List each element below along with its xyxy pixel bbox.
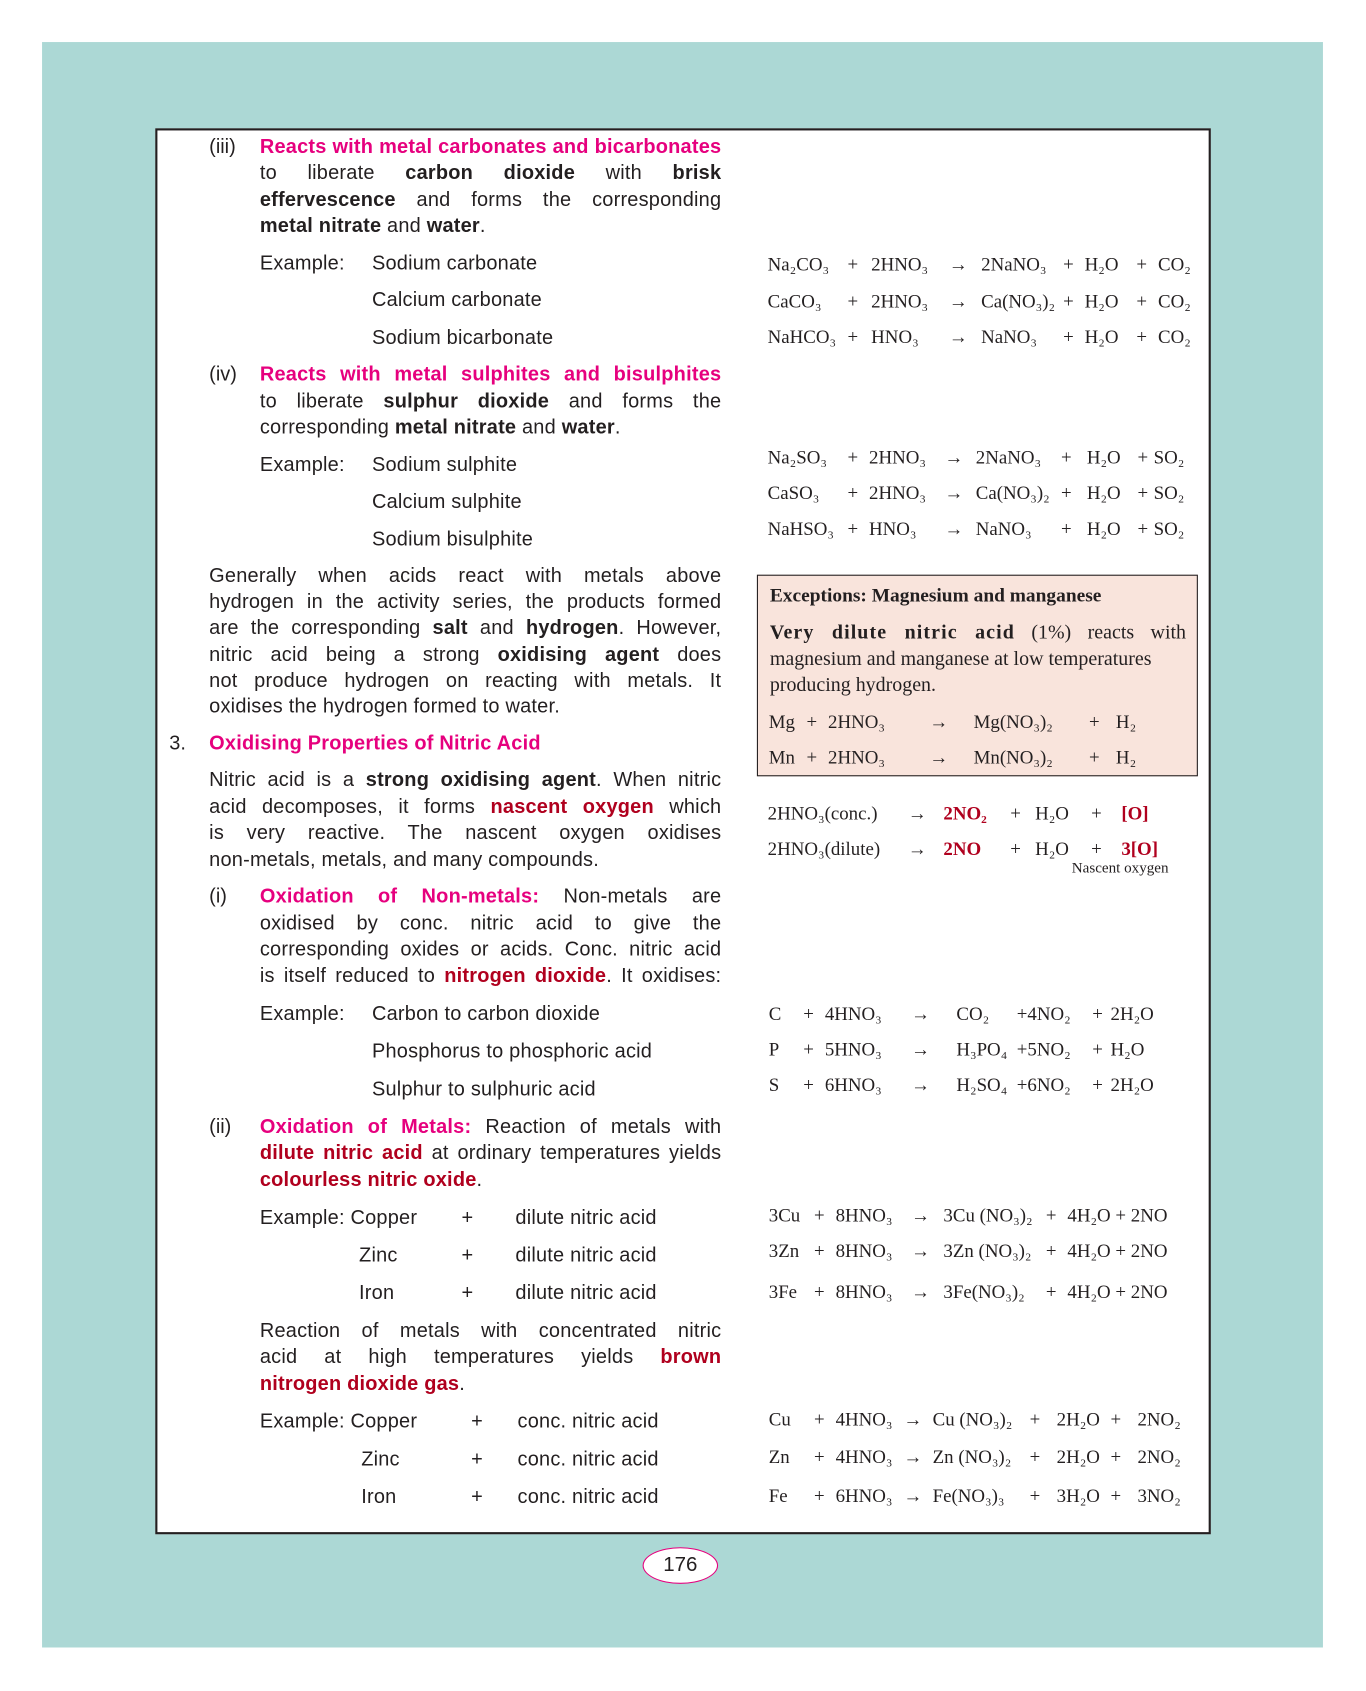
list-marker: 3. (169, 731, 186, 754)
text-line (209, 590, 721, 614)
equation-term: NaNO₃ (981, 325, 1038, 348)
text-line (209, 768, 721, 792)
text-segment: . It oxidises: (606, 963, 722, 987)
plus-sign: + (1136, 325, 1148, 348)
arrow-icon: → (944, 481, 964, 504)
text-segment: . When nitric (596, 767, 722, 791)
equation-term: 8HNO₃ (835, 1204, 893, 1226)
text-segment: oxidises the hydrogen formed to water. (209, 694, 560, 718)
exceptions-line-2: magnesium and manganese at low temperatures (769, 649, 1152, 671)
plus-sign: + (1063, 253, 1074, 275)
plus-sign: + (1088, 746, 1100, 768)
example-cell: Example: Copper (259, 1409, 418, 1432)
section-heading (209, 731, 541, 755)
equation-term: CO₂ (1157, 253, 1191, 275)
equation-term: 2NO₂ (1137, 1408, 1181, 1430)
equation-term: HNO₃ (871, 325, 919, 348)
equation-term: +4NO₂ (1016, 1002, 1071, 1025)
text-segment: nascent oxygen (490, 794, 654, 818)
plus-sign: + (814, 1445, 825, 1468)
text-segment: Reaction of metals with concentrated nitric (259, 1318, 722, 1342)
equation-term: S (768, 1073, 780, 1096)
example-cell: Calcium sulphite (371, 489, 522, 513)
plus-sign: + (1029, 1408, 1041, 1430)
plus-sign: + (803, 1038, 814, 1060)
text-segment: corresponding oxides or acids. Conc. nitric acid (259, 936, 722, 960)
plus-sign: + (1137, 517, 1149, 540)
equation-term: 3H₂O (1056, 1484, 1100, 1507)
arrow-icon: → (907, 802, 927, 824)
text-segment: Oxidation of Metals: (259, 1114, 472, 1138)
text-segment: hydrogen (525, 615, 619, 639)
equation-term: 2HNO₃ (869, 481, 926, 504)
text-segment: . However, (618, 615, 722, 639)
equation-term: Mg(NO₃)₂ (973, 710, 1053, 733)
plus-sign: + (1063, 290, 1074, 312)
text-segment: sulphur dioxide (383, 389, 550, 412)
text-segment: salt (432, 615, 468, 639)
equation-term: 5HNO₃ (824, 1038, 882, 1060)
text-segment: oxidised by conc. nitric acid to give the (259, 911, 722, 934)
text-segment: Oxidation of Non-metals: (259, 884, 540, 907)
equation-term: CO₂ (1157, 290, 1191, 312)
plus-sign: + (1091, 837, 1102, 860)
text-segment: water (561, 415, 615, 438)
equation-term: 3Fe(NO₃)₂ (943, 1280, 1025, 1303)
equation-term: C (768, 1002, 782, 1025)
text-segment: with (575, 160, 673, 184)
example-cell: Iron (359, 1280, 395, 1304)
equation-term: Na₂CO₃ (767, 253, 830, 275)
equation-term: HNO₃ (869, 517, 917, 540)
example-cell: Zinc (359, 1243, 398, 1266)
text-segment: Reacts with metal sulphites and bisulphites (259, 362, 722, 385)
list-marker: (i) (209, 884, 227, 907)
text-line (260, 1168, 482, 1192)
arrow-icon: → (903, 1445, 923, 1468)
arrow-icon: → (911, 1239, 930, 1262)
arrow-icon: → (948, 325, 968, 348)
text-segment: Generally when acids react with metals above (209, 563, 722, 587)
equation-term: 4HNO₃ (824, 1002, 882, 1025)
plus-sign: + (1092, 1038, 1103, 1060)
equation-term: 2H₂O (1110, 1073, 1154, 1096)
example-cell: Sodium carbonate (371, 251, 538, 274)
text-segment: Reaction of metals with (471, 1114, 722, 1138)
equation-term: Fe (768, 1484, 788, 1507)
equation-term: H₂O (1084, 253, 1119, 275)
plus-sign: + (1010, 837, 1021, 860)
text-line (260, 1345, 721, 1369)
plus-sign: + (1045, 1204, 1057, 1226)
text-segment: to liberate (259, 389, 384, 412)
arrow-icon: → (911, 1002, 930, 1025)
equation-term: 2HNO₃ (869, 446, 926, 468)
text-segment: corresponding (259, 415, 395, 438)
equation-term: [O] (1121, 802, 1149, 824)
example-cell: conc. nitric acid (517, 1446, 659, 1470)
equation-term: 4H₂O + 2NO (1067, 1280, 1168, 1303)
equation-term: 3[O] (1121, 837, 1159, 860)
text-line (260, 1141, 721, 1165)
example-cell: + (471, 1409, 484, 1432)
equation-term: NaHSO₃ (767, 517, 835, 540)
example-cell: + (471, 1446, 484, 1470)
equation-term: 2HNO₃ (871, 290, 929, 312)
equation-term: CO₂ (1157, 325, 1191, 348)
equation-term: Zn (768, 1445, 790, 1468)
text-line (260, 964, 721, 988)
example-cell: dilute nitric acid (515, 1280, 657, 1304)
equation-term: 2NO₂ (1137, 1445, 1181, 1468)
plus-sign: + (1060, 517, 1072, 540)
equation-term: Mn (768, 746, 795, 768)
text-line (209, 643, 721, 667)
plus-sign: + (814, 1408, 825, 1430)
example-cell: Sodium sulphite (371, 452, 518, 476)
plus-sign: + (847, 253, 859, 275)
text-segment: not produce hydrogen on reacting with metals. It (209, 668, 722, 692)
equation-term: H₂O (1086, 481, 1121, 504)
plus-sign: + (1063, 325, 1074, 348)
equation-term: 8HNO₃ (835, 1239, 893, 1262)
equation-term: H₂O (1084, 325, 1119, 348)
example-cell: dilute nitric acid (515, 1243, 657, 1266)
equation-term: 4H₂O + 2NO (1067, 1239, 1168, 1262)
text-line (260, 161, 721, 185)
example-cell: dilute nitric acid (515, 1205, 657, 1229)
text-line (209, 795, 721, 819)
text-line (260, 1371, 465, 1395)
example-cell: Example: (259, 251, 345, 274)
exceptions-line-1 (770, 620, 1186, 646)
equation-term: H₂O (1084, 290, 1119, 312)
text-segment: acid decomposes, it forms (209, 794, 491, 818)
text-segment: metal nitrate (259, 213, 382, 237)
equation-term: 2HNO₃ (871, 253, 929, 275)
text-segment: and (516, 415, 562, 438)
text-segment: to liberate (259, 160, 406, 184)
example-cell: Example: (259, 1001, 345, 1025)
plus-sign: + (1110, 1408, 1122, 1430)
plus-sign: + (1045, 1280, 1057, 1303)
text-segment: and (381, 213, 427, 237)
equation-term: H₂O (1110, 1038, 1145, 1060)
arrow-icon: → (907, 837, 927, 860)
text-segment: brisk (672, 160, 722, 184)
example-cell: Sulphur to sulphuric acid (371, 1077, 596, 1100)
equation-term: SO₂ (1153, 481, 1185, 504)
plus-sign: + (803, 1073, 814, 1096)
text-line (260, 884, 721, 908)
arrow-icon: → (903, 1408, 923, 1430)
equation-term: 2NO (943, 837, 982, 860)
text-line (260, 213, 486, 237)
plus-sign: + (814, 1484, 825, 1507)
text-segment: non-metals, metals, and many compounds. (209, 847, 599, 871)
plus-sign: + (1136, 253, 1148, 275)
equation-term: Cu (NO₃)₂ (932, 1408, 1013, 1430)
text-segment: at ordinary temperatures yields (422, 1140, 722, 1164)
equation-term: 2HNO₃ (828, 710, 885, 733)
plus-sign: + (1092, 1002, 1103, 1025)
example-cell: Calcium carbonate (371, 287, 542, 311)
equation-term: 2NaNO₃ (981, 253, 1047, 275)
arrow-icon: → (944, 446, 964, 468)
text-line (260, 937, 721, 961)
nascent-oxygen-label: Nascent oxygen (1071, 860, 1169, 877)
equation-term: H₂O (1035, 802, 1069, 824)
plus-sign: + (1136, 290, 1148, 312)
equation-term: 4HNO₃ (835, 1408, 893, 1430)
arrow-icon: → (903, 1484, 923, 1507)
example-cell: conc. nitric acid (517, 1409, 659, 1432)
equation-term: 2HNO₃ (828, 746, 885, 768)
plus-sign: + (847, 325, 859, 348)
arrow-icon: → (948, 290, 968, 312)
text-segment: does (659, 642, 722, 666)
text-segment: is itself reduced to (259, 963, 445, 987)
equation-term: Mg (768, 710, 795, 733)
equation-term: Zn (NO₃)₂ (932, 1445, 1012, 1468)
text-segment: colourless nitric oxide (259, 1167, 477, 1191)
text-line (260, 911, 721, 935)
text-segment: hydrogen in the activity series, the products formed (209, 589, 722, 613)
plus-sign: + (1092, 1073, 1103, 1096)
equation-term: SO₂ (1153, 517, 1185, 540)
equation-term: CaCO₃ (767, 290, 822, 312)
plus-sign: + (847, 290, 859, 312)
text-line (209, 668, 721, 692)
text-segment: and forms the corresponding (395, 187, 722, 211)
equation-term: NaHCO₃ (767, 325, 837, 348)
plus-sign: + (1110, 1445, 1122, 1468)
plus-sign: + (1091, 802, 1102, 824)
example-cell: Carbon to carbon dioxide (371, 1001, 601, 1025)
equation-term: Na₂SO₃ (767, 446, 827, 468)
text-line (260, 415, 621, 439)
equation-term: 2NO₂ (943, 802, 987, 824)
example-cell: + (471, 1484, 484, 1508)
plus-sign: + (803, 1002, 814, 1025)
text-line (260, 188, 721, 212)
text-segment: metal nitrate (394, 415, 517, 438)
equation-term: 2H₂O (1110, 1002, 1154, 1025)
text-line (209, 564, 721, 588)
example-cell: Sodium bicarbonate (371, 325, 554, 349)
plus-sign: + (1088, 710, 1100, 733)
text-segment: strong oxidising agent (365, 767, 597, 791)
equation-term: 6HNO₃ (824, 1073, 882, 1096)
text-segment: Reacts with metal carbonates and bicarbonates (259, 134, 722, 158)
plus-sign: + (1010, 802, 1021, 824)
text-segment: . (476, 1167, 483, 1191)
arrow-icon: → (948, 253, 968, 275)
example-cell: Example: (259, 452, 345, 476)
equation-term: 3Fe (768, 1280, 798, 1303)
example-cell: Example: Copper (259, 1205, 418, 1229)
equation-term: H₂ (1115, 746, 1137, 768)
plus-sign: + (1060, 446, 1072, 468)
text-segment: Non-metals are (539, 884, 722, 907)
text-segment: brown (660, 1344, 722, 1368)
arrow-icon: → (929, 710, 949, 733)
plus-sign: + (814, 1204, 825, 1226)
text-segment: nitrogen dioxide gas (259, 1371, 460, 1395)
equation-term: +5NO₂ (1016, 1038, 1071, 1060)
equation-term: H₂ (1115, 710, 1137, 733)
arrow-icon: → (911, 1038, 930, 1060)
plus-sign: + (847, 517, 859, 540)
equation-term: H₂SO₄ (956, 1073, 1008, 1096)
text-segment: Oxidising Properties of Nitric Acid (209, 731, 541, 754)
example-cell: Zinc (361, 1446, 400, 1470)
example-cell: + (461, 1243, 474, 1266)
text-line (260, 362, 721, 386)
plus-sign: + (1029, 1484, 1041, 1507)
text-segment: is very reactive. The nascent oxygen oxidises (209, 820, 722, 844)
plus-sign: + (1110, 1484, 1122, 1507)
plus-sign: + (1029, 1445, 1041, 1468)
equation-term: SO₂ (1153, 446, 1185, 468)
arrow-icon: → (911, 1204, 930, 1226)
plus-sign: + (1137, 446, 1149, 468)
plus-sign: + (806, 746, 818, 768)
text-segment: carbon dioxide (405, 160, 576, 184)
text-line (260, 389, 721, 413)
example-cell: + (461, 1280, 474, 1304)
exceptions-line-1-rest: (1%) reacts with (1014, 622, 1187, 644)
equation-term: P (768, 1038, 780, 1060)
text-line (209, 847, 599, 871)
equation-term: 2HNO₃(conc.) (767, 802, 878, 824)
plus-sign: + (806, 710, 818, 733)
equation-term: 3Cu (NO₃)₂ (943, 1204, 1033, 1226)
plus-sign: + (847, 481, 859, 504)
text-segment: and (467, 615, 526, 639)
text-segment: which (653, 794, 722, 818)
plus-sign: + (1060, 481, 1072, 504)
list-marker: (ii) (209, 1114, 232, 1138)
equation-term: Ca(NO₃)₂ (981, 290, 1056, 312)
text-line (209, 821, 721, 845)
example-cell: Phosphorus to phosphoric acid (371, 1039, 653, 1063)
text-line (260, 135, 721, 159)
equation-term: Ca(NO₃)₂ (975, 481, 1050, 504)
text-segment: water (426, 213, 480, 237)
text-segment: . (614, 415, 621, 438)
exceptions-line-3: producing hydrogen. (769, 674, 937, 697)
equation-term: Cu (768, 1408, 791, 1430)
equation-term: CO₂ (956, 1002, 990, 1025)
equation-term: NaNO₃ (975, 517, 1032, 540)
text-segment: Nitric acid is a (209, 767, 366, 791)
plus-sign: + (847, 446, 859, 468)
equation-term: 4HNO₃ (835, 1445, 893, 1468)
equation-term: H₂O (1086, 446, 1121, 468)
text-segment: oxidising agent (497, 642, 660, 666)
example-cell: Iron (361, 1484, 397, 1508)
equation-term: 6HNO₃ (835, 1484, 893, 1507)
equation-term: H₃PO₄ (956, 1038, 1008, 1060)
text-segment: nitric acid being a strong (209, 642, 498, 666)
equation-term: 4H₂O + 2NO (1067, 1204, 1168, 1226)
equation-term: 2H₂O (1056, 1408, 1100, 1430)
text-segment: effervescence (259, 187, 396, 211)
text-line (209, 694, 560, 718)
equation-term: 3NO₂ (1137, 1484, 1181, 1507)
text-line (209, 616, 721, 640)
text-segment: . (459, 1371, 465, 1395)
example-cell: Sodium bisulphite (371, 527, 534, 550)
equation-term: Mn(NO₃)₂ (973, 746, 1053, 768)
text-segment: are the corresponding (209, 615, 433, 639)
equation-term: Fe(NO₃)₃ (932, 1484, 1005, 1507)
page-number: 176 (643, 1547, 718, 1584)
arrow-icon: → (929, 746, 949, 768)
equation-term: 3Cu (768, 1204, 801, 1226)
equation-term: 2NaNO₃ (975, 446, 1042, 468)
plus-sign: + (1045, 1239, 1057, 1262)
equation-term: +6NO₂ (1016, 1073, 1071, 1096)
exceptions-bold-phrase: Very dilute nitric acid (769, 622, 1015, 644)
equation-term: H₂O (1035, 837, 1069, 860)
plus-sign: + (1137, 481, 1149, 504)
arrow-icon: → (911, 1073, 930, 1096)
text-segment: and forms the (549, 389, 722, 412)
text-segment: nitrogen dioxide (444, 963, 607, 987)
exceptions-title: Exceptions: Magnesium and manganese (769, 584, 1102, 606)
text-segment: dilute nitric acid (259, 1140, 423, 1164)
arrow-icon: → (944, 517, 964, 540)
equation-term: CaSO₃ (767, 481, 820, 504)
text-line (260, 1115, 721, 1139)
equation-term: 3Zn (NO₃)₂ (943, 1239, 1032, 1262)
example-cell: conc. nitric acid (517, 1484, 659, 1508)
list-marker: (iv) (209, 362, 237, 385)
text-segment: acid at high temperatures yields (259, 1344, 661, 1368)
equation-term: 2HNO₃(dilute) (767, 837, 881, 860)
list-marker: (iii) (209, 134, 236, 158)
plus-sign: + (814, 1239, 825, 1262)
text-line (260, 1319, 721, 1343)
equation-term: H₂O (1086, 517, 1121, 540)
equation-term: 3Zn (768, 1239, 800, 1262)
example-cell: + (461, 1205, 474, 1229)
text-segment: . (479, 213, 486, 237)
equation-term: 8HNO₃ (835, 1280, 893, 1303)
arrow-icon: → (911, 1280, 930, 1303)
equation-term: 2H₂O (1056, 1445, 1100, 1468)
plus-sign: + (814, 1280, 825, 1303)
